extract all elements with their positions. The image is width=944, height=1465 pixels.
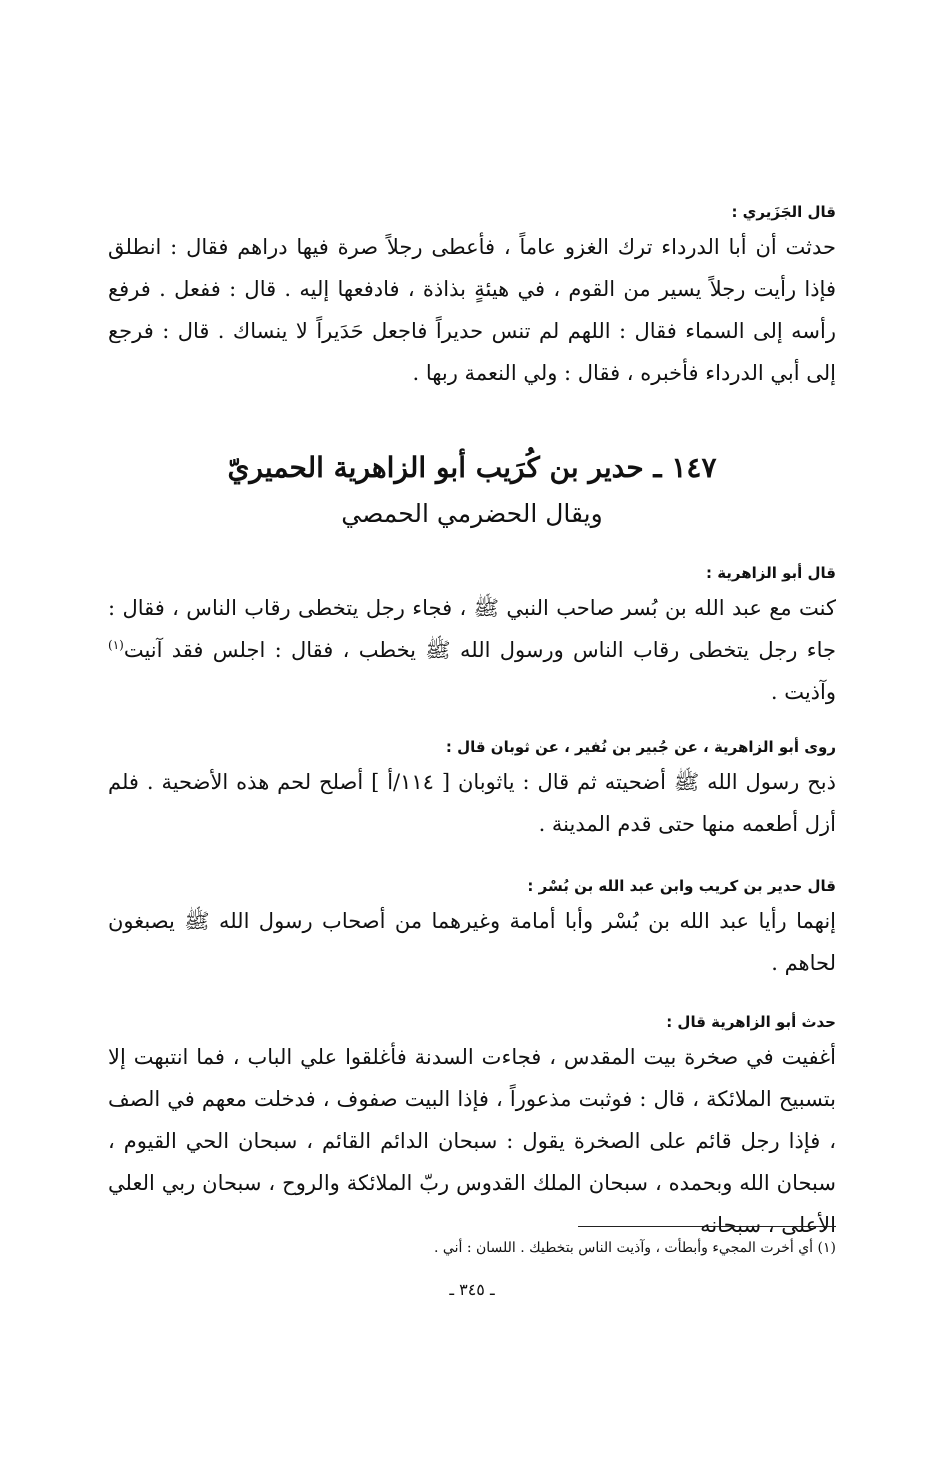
section-thawban bbox=[108, 737, 836, 845]
narrator-label: قال الجَزَيري : bbox=[731, 203, 836, 221]
narration-paragraph: إنهما رأيا عبد الله بن بُسْر وأبا أمامة وغيرهما من أصحاب رسول الله ﷺ يصبغون لحاهم . bbox=[108, 909, 836, 975]
narrator-label: حدث أبو الزاهرية قال : bbox=[666, 1013, 836, 1031]
narration-text: كنت مع عبد الله بن بُسر صاحب النبي ﷺ ، فجاء رجل يتخطى رقاب الناس ، فقال : جاء رجل يتخطى رقاب الناس ورسول الله ﷺ يخطب ، فقال : اجلس فقد آنيت bbox=[108, 596, 836, 662]
narration-text-end: وآذيت . bbox=[770, 680, 836, 704]
footnote-divider bbox=[578, 1226, 836, 1227]
section-hudayr bbox=[108, 876, 836, 984]
section-rock bbox=[108, 1012, 836, 1246]
footnote-ref: (١) bbox=[108, 638, 124, 652]
narrator-label: روى أبو الزاهرية ، عن جُبير بن نُفير ، عن ثوبان قال : bbox=[445, 738, 836, 756]
narrator-label: قال أبو الزاهرية : bbox=[705, 564, 836, 582]
section-abu-zahiriya bbox=[108, 563, 836, 713]
entry-title: ١٤٧ ـ حدير بن كُرَيب أبو الزاهرية الحميريّ bbox=[227, 451, 717, 484]
narration-paragraph bbox=[108, 587, 836, 713]
footnote: (١) أي أخرت المجيء وأبطأت ، وآذيت الناس بتخطيك . اللسان : أني . bbox=[434, 1240, 836, 1256]
narration-paragraph: حدثت أن أبا الدرداء ترك الغزو عاماً ، فأعطى رجلاً صرة فيها دراهم فقال : انطلق فإذا رأيت رجلاً يسير من القوم ، في هيئةٍ بذاذة ، فادفعها إليه . قال : ففعل . فرفع رأسه إلى السماء فقال : اللهم لم تنس حديراً فاجعل حَدَيراً لا ينساك . قال : فرجع إلى أبي الدرداء فأخبره ، فقال : ولي النعمة ربها . bbox=[108, 235, 836, 385]
narration-paragraph: أغفيت في صخرة بيت المقدس ، فجاءت السدنة فأغلقوا علي الباب ، فما انتبهت إلا بتسبيح الملائكة ، قال : فوثبت مذعوراً ، فإذا البيت صفوف ، فدخلت معهم في الصف ، فإذا رجل قائم على الصخرة يقول : سبحان الدائم القائم ، سبحان الحي القيوم ، سبحان الله وبحمده ، سبحان الملك القدوس ربّ الملائكة والروح ، سبحان ربي العلي الأعلى ، سبحانه bbox=[108, 1045, 836, 1237]
section-jazari bbox=[108, 202, 836, 394]
narration-paragraph: ذبح رسول الله ﷺ أضحيته ثم قال : ياثوبان [ ١١٤/أ ] أصلح لحم هذه الأضحية . فلم أزل أطعمه منها حتى قدم المدينة . bbox=[108, 770, 836, 836]
page-number: ـ ٣٤٥ ـ bbox=[449, 1280, 495, 1299]
narrator-label: قال حدير بن كريب وابن عبد الله بن بُسْر : bbox=[527, 877, 836, 895]
entry-subtitle: ويقال الحضرمي الحمصي bbox=[341, 499, 603, 528]
